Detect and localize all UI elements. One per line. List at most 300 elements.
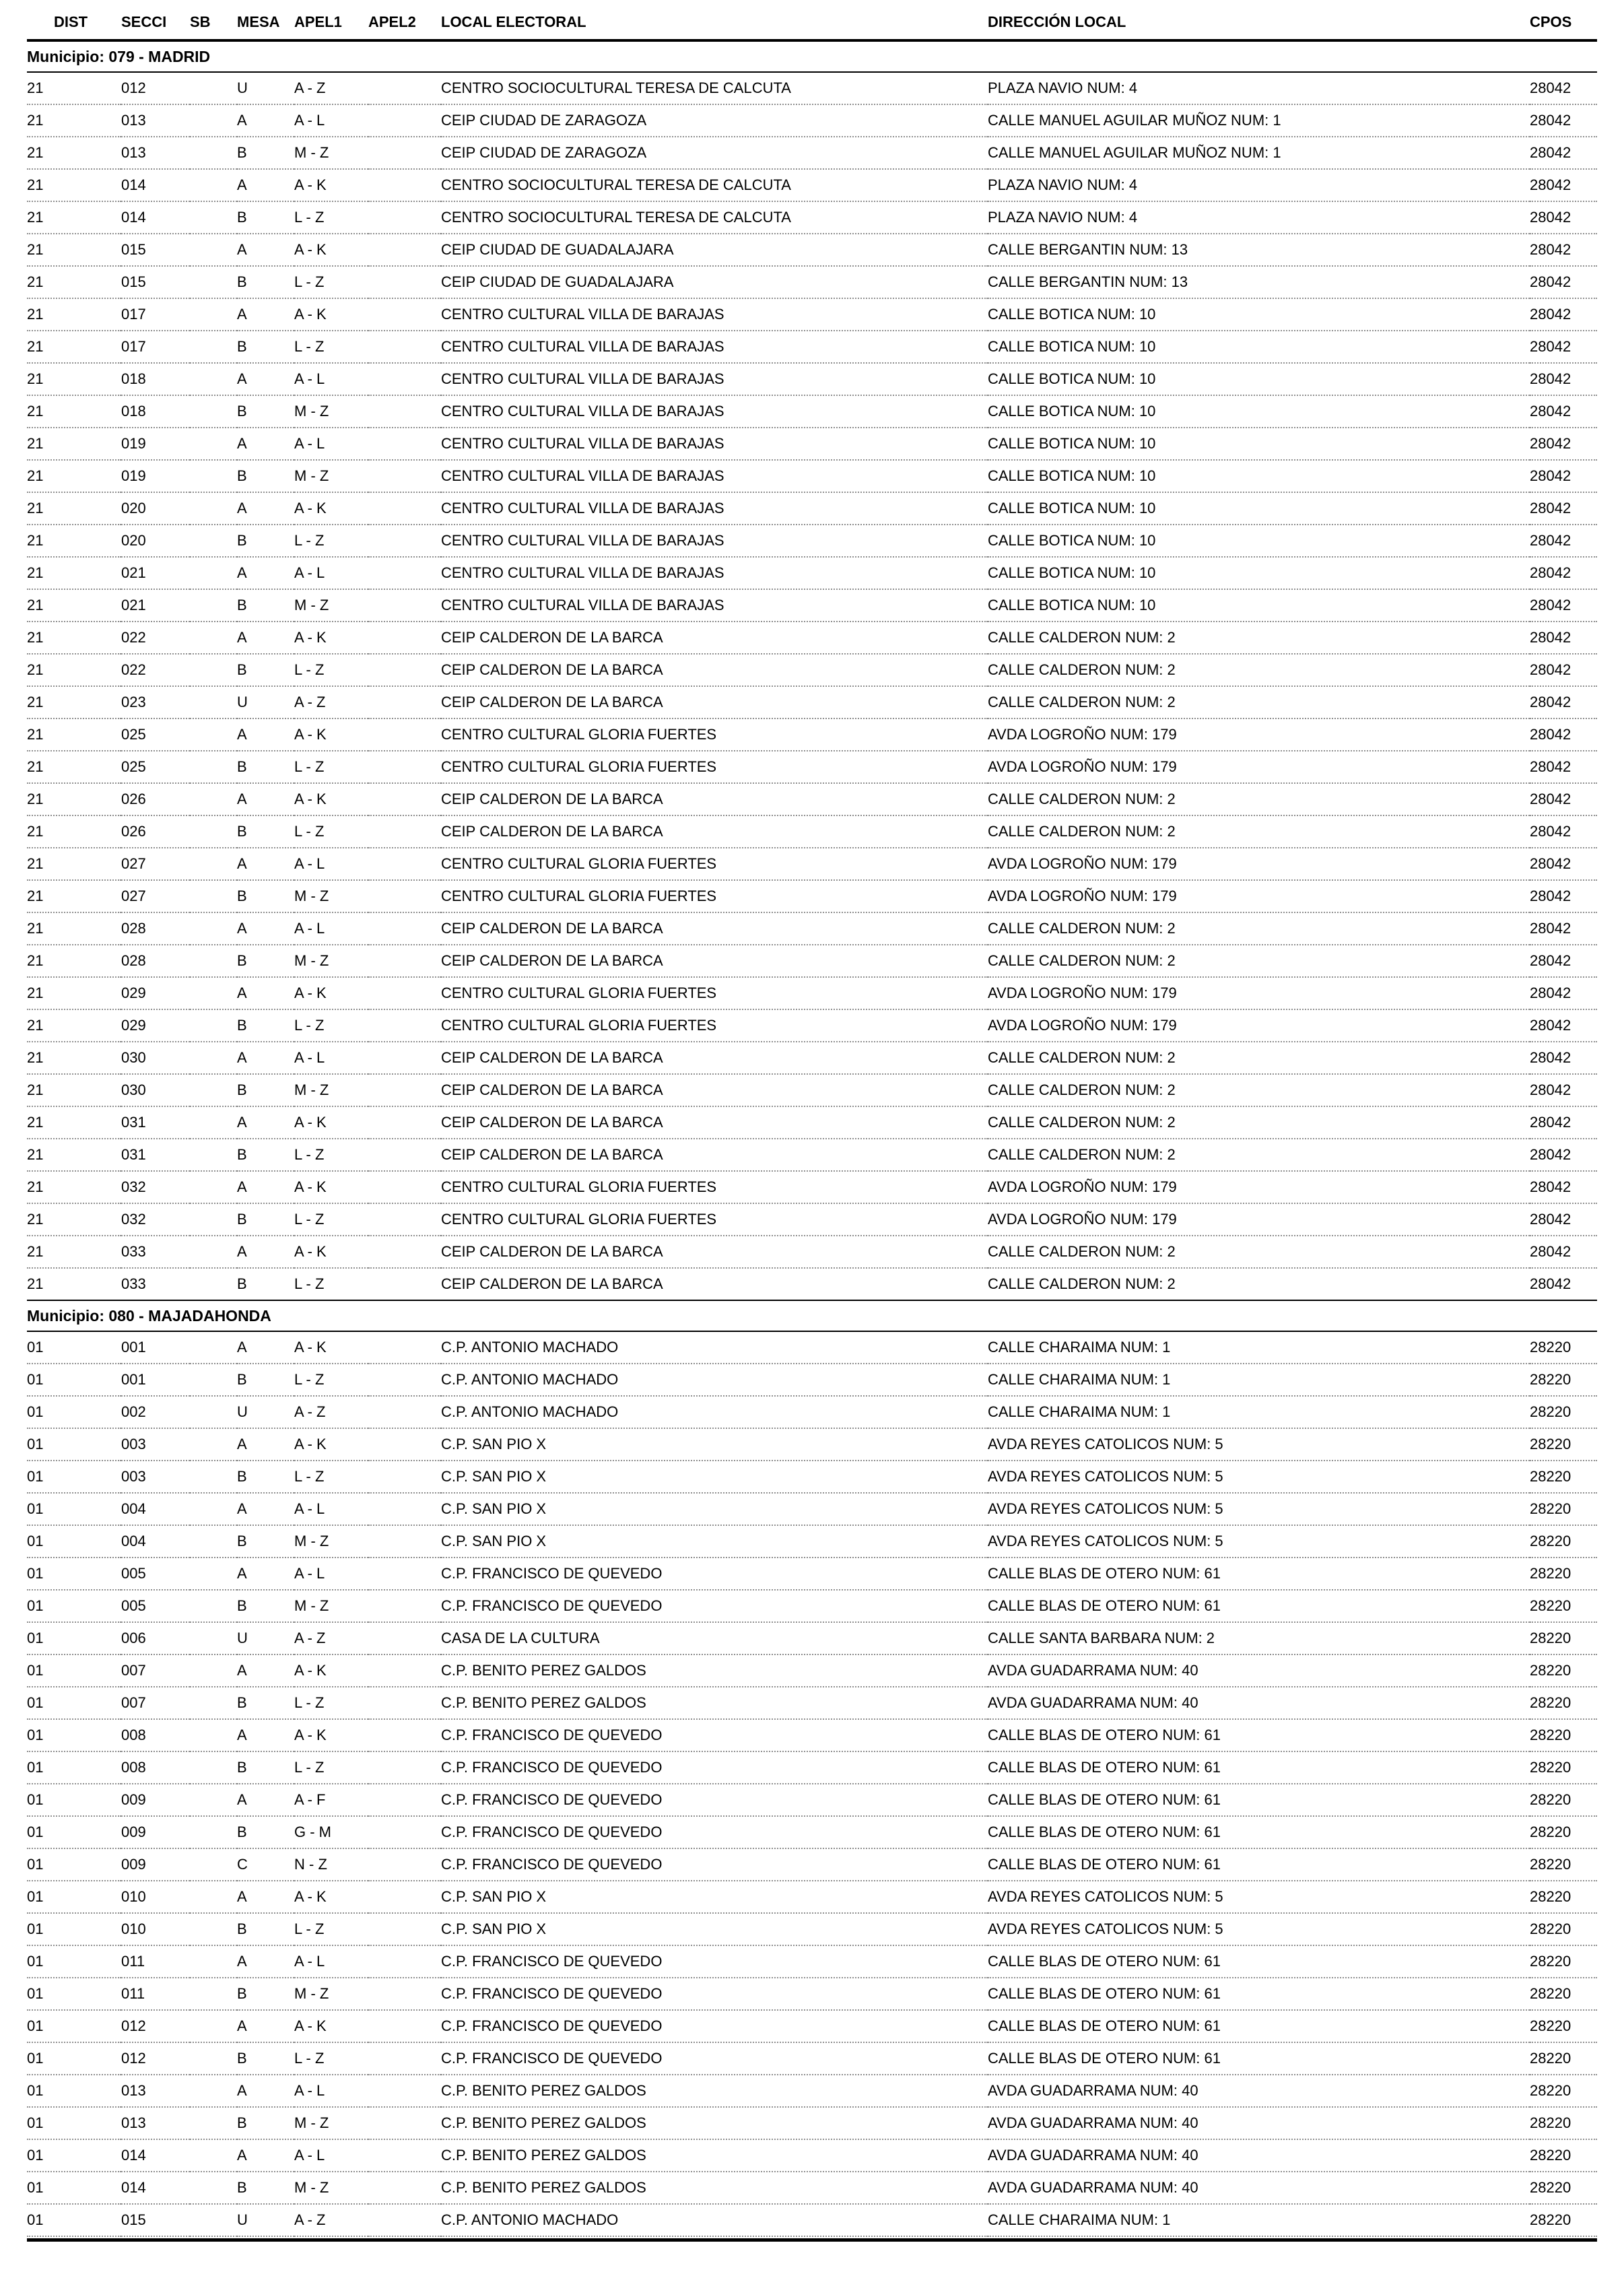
cell-dist: 01 <box>27 1920 44 1937</box>
cell-local-electoral: C.P. SAN PIO X <box>441 1468 547 1485</box>
cell-sb <box>190 945 237 977</box>
cell-cpos: 28220 <box>1530 1856 1571 1873</box>
cell-secci: 026 <box>121 791 146 807</box>
cell-dist: 01 <box>27 2211 44 2228</box>
table-row <box>27 912 1597 945</box>
cell-mesa: A <box>237 1953 247 1970</box>
cell-direccion-local: AVDA LOGROÑO NUM: 179 <box>988 1178 1177 1195</box>
cell-cpos: 28042 <box>1530 209 1571 226</box>
cell-apel-range: M - Z <box>294 1081 329 1098</box>
cell-direccion-local: AVDA REYES CATOLICOS NUM: 5 <box>988 1533 1223 1549</box>
cell-direccion-local: AVDA REYES CATOLICOS NUM: 5 <box>988 1436 1223 1452</box>
cell-direccion-local: CALLE CHARAIMA NUM: 1 <box>988 2211 1171 2228</box>
cell-sb <box>190 1203 237 1236</box>
electoral-locals-table <box>27 9 1597 2237</box>
cell-local-electoral: CEIP CALDERON DE LA BARCA <box>441 1114 663 1131</box>
cell-secci: 029 <box>121 984 146 1001</box>
cell-apel-range: A - Z <box>294 2211 326 2228</box>
cell-dist: 21 <box>27 1017 44 1034</box>
cell-local-electoral: C.P. BENITO PEREZ GALDOS <box>441 2114 646 2131</box>
table-row <box>27 266 1597 298</box>
table-row <box>27 1687 1597 1719</box>
cell-mesa: B <box>237 1823 247 1840</box>
cell-secci: 028 <box>121 920 146 937</box>
table-row <box>27 1558 1597 1590</box>
cell-mesa: B <box>237 758 247 775</box>
cell-dist: 01 <box>27 1791 44 1808</box>
cell-apel-range: A - Z <box>294 79 326 96</box>
cell-apel-range: A - K <box>294 791 327 807</box>
cell-secci: 025 <box>121 726 146 743</box>
cell-sb <box>190 1074 237 1106</box>
cell-direccion-local: AVDA REYES CATOLICOS NUM: 5 <box>988 1920 1223 1937</box>
cell-apel-range: A - K <box>294 1436 327 1452</box>
table-row <box>27 1945 1597 1978</box>
cell-sb <box>190 977 237 1009</box>
cell-direccion-local: AVDA LOGROÑO NUM: 179 <box>988 1211 1177 1228</box>
cell-sb <box>190 815 237 848</box>
cell-sb <box>190 1751 237 1784</box>
cell-sb <box>190 2075 237 2107</box>
table-row <box>27 2204 1597 2236</box>
bottom-rule <box>27 2238 1597 2242</box>
table-row <box>27 1236 1597 1268</box>
cell-direccion-local: AVDA LOGROÑO NUM: 179 <box>988 984 1177 1001</box>
cell-direccion-local: CALLE BLAS DE OTERO NUM: 61 <box>988 1823 1221 1840</box>
cell-sb <box>190 1590 237 1622</box>
col-header-cpos: CPOS <box>1530 13 1572 30</box>
cell-apel-range: A - K <box>294 1727 327 1743</box>
cell-mesa: A <box>237 855 247 872</box>
cell-secci: 030 <box>121 1081 146 1098</box>
cell-secci: 005 <box>121 1597 146 1614</box>
cell-cpos: 28220 <box>1530 1533 1571 1549</box>
cell-cpos: 28220 <box>1530 2017 1571 2034</box>
cell-mesa: A <box>237 1888 247 1905</box>
cell-direccion-local: AVDA LOGROÑO NUM: 179 <box>988 855 1177 872</box>
cell-cpos: 28220 <box>1530 1985 1571 2002</box>
cell-cpos: 28042 <box>1530 1146 1571 1163</box>
cell-mesa: B <box>237 532 247 549</box>
cell-apel-range: L - Z <box>294 2050 325 2067</box>
cell-local-electoral: C.P. BENITO PEREZ GALDOS <box>441 1694 646 1711</box>
cell-sb <box>190 1236 237 1268</box>
cell-dist: 01 <box>27 1662 44 1679</box>
cell-dist: 21 <box>27 467 44 484</box>
table-row <box>27 428 1597 460</box>
cell-dist: 01 <box>27 2082 44 2099</box>
cell-mesa: B <box>237 1759 247 1776</box>
cell-cpos: 28042 <box>1530 629 1571 646</box>
cell-secci: 013 <box>121 2082 146 2099</box>
cell-apel-range: A - K <box>294 176 327 193</box>
cell-dist: 21 <box>27 855 44 872</box>
cell-mesa: A <box>237 1727 247 1743</box>
cell-secci: 027 <box>121 855 146 872</box>
table-row <box>27 1461 1597 1493</box>
cell-cpos: 28042 <box>1530 338 1571 355</box>
cell-sb <box>190 1654 237 1687</box>
table-row <box>27 2075 1597 2107</box>
cell-local-electoral: CENTRO CULTURAL VILLA DE BARAJAS <box>441 532 724 549</box>
cell-apel-range: M - Z <box>294 888 329 904</box>
cell-mesa: A <box>237 726 247 743</box>
cell-direccion-local: CALLE CHARAIMA NUM: 1 <box>988 1371 1171 1388</box>
table-row <box>27 234 1597 266</box>
table-row <box>27 1816 1597 1848</box>
cell-direccion-local: CALLE CALDERON NUM: 2 <box>988 1146 1176 1163</box>
cell-secci: 014 <box>121 209 146 226</box>
cell-apel-range: L - Z <box>294 823 325 840</box>
table-row <box>27 945 1597 977</box>
cell-direccion-local: CALLE CALDERON NUM: 2 <box>988 1243 1176 1260</box>
cell-secci: 021 <box>121 597 146 613</box>
cell-sb <box>190 201 237 234</box>
cell-apel-range: L - Z <box>294 1468 325 1485</box>
cell-dist: 01 <box>27 1533 44 1549</box>
cell-apel-range: M - Z <box>294 144 329 161</box>
cell-dist: 21 <box>27 209 44 226</box>
cell-sb <box>190 298 237 331</box>
cell-sb <box>190 1139 237 1171</box>
cell-apel-range: A - K <box>294 1339 327 1355</box>
cell-cpos: 28042 <box>1530 176 1571 193</box>
cell-secci: 009 <box>121 1823 146 1840</box>
cell-mesa: A <box>237 306 247 323</box>
cell-cpos: 28220 <box>1530 1953 1571 1970</box>
cell-apel-range: L - Z <box>294 1017 325 1034</box>
cell-local-electoral: CENTRO CULTURAL VILLA DE BARAJAS <box>441 500 724 516</box>
cell-secci: 013 <box>121 112 146 129</box>
cell-cpos: 28220 <box>1530 2114 1571 2131</box>
cell-local-electoral: C.P. FRANCISCO DE QUEVEDO <box>441 1953 663 1970</box>
cell-secci: 025 <box>121 758 146 775</box>
cell-local-electoral: CENTRO SOCIOCULTURAL TERESA DE CALCUTA <box>441 209 791 226</box>
cell-cpos: 28220 <box>1530 1371 1571 1388</box>
cell-sb <box>190 2172 237 2204</box>
cell-secci: 013 <box>121 144 146 161</box>
cell-apel-range: A - K <box>294 1178 327 1195</box>
cell-cpos: 28042 <box>1530 403 1571 420</box>
cell-sb <box>190 1978 237 2010</box>
cell-sb <box>190 1268 237 1300</box>
cell-dist: 21 <box>27 952 44 969</box>
cell-cpos: 28042 <box>1530 435 1571 452</box>
table-row <box>27 363 1597 395</box>
cell-sb <box>190 428 237 460</box>
cell-cpos: 28042 <box>1530 1114 1571 1131</box>
cell-sb <box>190 331 237 363</box>
table-row <box>27 2010 1597 2042</box>
table-row <box>27 1590 1597 1622</box>
table-row <box>27 72 1597 104</box>
cell-local-electoral: C.P. FRANCISCO DE QUEVEDO <box>441 1791 663 1808</box>
cell-apel-range: A - L <box>294 1953 325 1970</box>
cell-mesa: A <box>237 1114 247 1131</box>
cell-apel-range: A - L <box>294 2147 325 2164</box>
cell-sb <box>190 169 237 201</box>
cell-sb <box>190 234 237 266</box>
cell-mesa: A <box>237 435 247 452</box>
cell-sb <box>190 848 237 880</box>
cell-direccion-local: CALLE CALDERON NUM: 2 <box>988 920 1176 937</box>
cell-cpos: 28042 <box>1530 306 1571 323</box>
cell-cpos: 28042 <box>1530 1049 1571 1066</box>
cell-local-electoral: CEIP CALDERON DE LA BARCA <box>441 694 663 710</box>
table-row <box>27 1751 1597 1784</box>
cell-secci: 013 <box>121 2114 146 2131</box>
cell-mesa: C <box>237 1856 248 1873</box>
table-row <box>27 880 1597 912</box>
table-row <box>27 2172 1597 2204</box>
cell-secci: 018 <box>121 403 146 420</box>
cell-apel-range: A - L <box>294 1049 325 1066</box>
cell-cpos: 28042 <box>1530 1243 1571 1260</box>
cell-secci: 004 <box>121 1533 146 1549</box>
cell-local-electoral: C.P. FRANCISCO DE QUEVEDO <box>441 1985 663 2002</box>
cell-dist: 21 <box>27 532 44 549</box>
cell-local-electoral: C.P. SAN PIO X <box>441 1920 547 1937</box>
cell-sb <box>190 718 237 751</box>
cell-secci: 011 <box>121 1953 145 1970</box>
cell-cpos: 28220 <box>1530 1436 1571 1452</box>
table-row <box>27 1493 1597 1525</box>
cell-sb <box>190 1106 237 1139</box>
cell-secci: 002 <box>121 1403 146 1420</box>
table-row <box>27 848 1597 880</box>
cell-mesa: B <box>237 1017 247 1034</box>
cell-secci: 007 <box>121 1694 146 1711</box>
cell-mesa: A <box>237 176 247 193</box>
cell-mesa: B <box>237 144 247 161</box>
cell-dist: 21 <box>27 370 44 387</box>
cell-direccion-local: PLAZA NAVIO NUM: 4 <box>988 176 1138 193</box>
cell-direccion-local: CALLE CHARAIMA NUM: 1 <box>988 1403 1171 1420</box>
cell-secci: 012 <box>121 2017 146 2034</box>
cell-secci: 021 <box>121 564 146 581</box>
cell-local-electoral: CENTRO CULTURAL GLORIA FUERTES <box>441 1178 717 1195</box>
cell-local-electoral: CENTRO SOCIOCULTURAL TERESA DE CALCUTA <box>441 79 791 96</box>
cell-secci: 018 <box>121 370 146 387</box>
cell-sb <box>190 72 237 104</box>
cell-sb <box>190 1042 237 1074</box>
cell-sb <box>190 2010 237 2042</box>
cell-cpos: 28042 <box>1530 241 1571 258</box>
cell-dist: 21 <box>27 306 44 323</box>
cell-dist: 21 <box>27 1178 44 1195</box>
cell-secci: 003 <box>121 1468 146 1485</box>
cell-secci: 010 <box>121 1888 146 1905</box>
cell-secci: 014 <box>121 176 146 193</box>
cell-dist: 21 <box>27 112 44 129</box>
cell-mesa: U <box>237 694 248 710</box>
cell-secci: 022 <box>121 661 146 678</box>
cell-apel-range: L - Z <box>294 661 325 678</box>
cell-secci: 032 <box>121 1178 146 1195</box>
cell-apel-range: M - Z <box>294 952 329 969</box>
col-header-mesa: MESA <box>237 13 280 30</box>
cell-local-electoral: CEIP CIUDAD DE ZARAGOZA <box>441 112 647 129</box>
cell-secci: 033 <box>121 1243 146 1260</box>
cell-mesa: B <box>237 823 247 840</box>
cell-cpos: 28042 <box>1530 984 1571 1001</box>
cell-direccion-local: AVDA GUADARRAMA NUM: 40 <box>988 2082 1198 2099</box>
cell-direccion-local: CALLE BLAS DE OTERO NUM: 61 <box>988 1565 1221 1582</box>
table-row <box>27 2107 1597 2139</box>
cell-dist: 01 <box>27 1856 44 1873</box>
cell-dist: 01 <box>27 1371 44 1388</box>
cell-direccion-local: CALLE CALDERON NUM: 2 <box>988 1275 1176 1292</box>
cell-apel-range: A - Z <box>294 1630 326 1646</box>
cell-secci: 019 <box>121 435 146 452</box>
cell-dist: 01 <box>27 1823 44 1840</box>
cell-dist: 21 <box>27 1114 44 1131</box>
cell-sb <box>190 912 237 945</box>
cell-local-electoral: CENTRO CULTURAL GLORIA FUERTES <box>441 984 717 1001</box>
cell-sb <box>190 1428 237 1461</box>
cell-mesa: A <box>237 1243 247 1260</box>
cell-mesa: A <box>237 241 247 258</box>
cell-apel-range: L - Z <box>294 209 325 226</box>
cell-dist: 21 <box>27 79 44 96</box>
cell-secci: 030 <box>121 1049 146 1066</box>
table-row <box>27 815 1597 848</box>
municipio-row <box>27 40 1597 72</box>
table-row <box>27 331 1597 363</box>
cell-mesa: B <box>237 1694 247 1711</box>
cell-local-electoral: CENTRO CULTURAL GLORIA FUERTES <box>441 1211 717 1228</box>
header-row <box>27 9 1597 40</box>
cell-direccion-local: CALLE CALDERON NUM: 2 <box>988 952 1176 969</box>
table-row <box>27 718 1597 751</box>
cell-direccion-local: CALLE BLAS DE OTERO NUM: 61 <box>988 1985 1221 2002</box>
cell-dist: 01 <box>27 2147 44 2164</box>
table-row <box>27 1719 1597 1751</box>
cell-cpos: 28042 <box>1530 1178 1571 1195</box>
cell-local-electoral: CEIP CALDERON DE LA BARCA <box>441 791 663 807</box>
col-header-apel1: APEL1 <box>294 13 342 30</box>
table-row <box>27 395 1597 428</box>
cell-direccion-local: CALLE BOTICA NUM: 10 <box>988 564 1156 581</box>
cell-mesa: B <box>237 952 247 969</box>
cell-sb <box>190 1719 237 1751</box>
cell-dist: 01 <box>27 1727 44 1743</box>
cell-cpos: 28042 <box>1530 726 1571 743</box>
cell-dist: 01 <box>27 1985 44 2002</box>
table-row <box>27 1268 1597 1300</box>
cell-local-electoral: C.P. BENITO PEREZ GALDOS <box>441 1662 646 1679</box>
cell-apel-range: A - Z <box>294 694 326 710</box>
cell-direccion-local: CALLE BLAS DE OTERO NUM: 61 <box>988 1759 1221 1776</box>
cell-local-electoral: C.P. BENITO PEREZ GALDOS <box>441 2179 646 2196</box>
cell-apel-range: L - Z <box>294 1211 325 1228</box>
table-row <box>27 137 1597 169</box>
cell-apel-range: L - Z <box>294 1371 325 1388</box>
cell-direccion-local: CALLE BLAS DE OTERO NUM: 61 <box>988 2017 1221 2034</box>
cell-cpos: 28220 <box>1530 1694 1571 1711</box>
cell-cpos: 28220 <box>1530 1727 1571 1743</box>
cell-cpos: 28220 <box>1530 1630 1571 1646</box>
cell-sb <box>190 395 237 428</box>
cell-cpos: 28220 <box>1530 1403 1571 1420</box>
cell-local-electoral: CENTRO CULTURAL GLORIA FUERTES <box>441 726 717 743</box>
cell-secci: 012 <box>121 2050 146 2067</box>
cell-cpos: 28042 <box>1530 112 1571 129</box>
cell-apel-range: N - Z <box>294 1856 327 1873</box>
cell-direccion-local: AVDA GUADARRAMA NUM: 40 <box>988 2179 1198 2196</box>
cell-sb <box>190 654 237 686</box>
municipio-title: Municipio: 080 - MAJADAHONDA <box>27 1307 271 1325</box>
cell-mesa: B <box>237 1533 247 1549</box>
table-row <box>27 492 1597 525</box>
cell-secci: 009 <box>121 1856 146 1873</box>
cell-mesa: A <box>237 1339 247 1355</box>
cell-apel-range: A - K <box>294 984 327 1001</box>
table-row <box>27 525 1597 557</box>
cell-cpos: 28220 <box>1530 2050 1571 2067</box>
cell-sb <box>190 622 237 654</box>
cell-dist: 21 <box>27 629 44 646</box>
cell-cpos: 28220 <box>1530 1597 1571 1614</box>
table-row <box>27 1978 1597 2010</box>
cell-local-electoral: C.P. BENITO PEREZ GALDOS <box>441 2082 646 2099</box>
table-row <box>27 104 1597 137</box>
cell-direccion-local: AVDA GUADARRAMA NUM: 40 <box>988 1662 1198 1679</box>
cell-cpos: 28042 <box>1530 532 1571 549</box>
cell-secci: 003 <box>121 1436 146 1452</box>
cell-secci: 028 <box>121 952 146 969</box>
cell-cpos: 28042 <box>1530 855 1571 872</box>
cell-cpos: 28042 <box>1530 661 1571 678</box>
cell-mesa: A <box>237 1662 247 1679</box>
cell-local-electoral: CENTRO CULTURAL VILLA DE BARAJAS <box>441 370 724 387</box>
cell-cpos: 28042 <box>1530 500 1571 516</box>
cell-cpos: 28042 <box>1530 79 1571 96</box>
cell-apel-range: A - K <box>294 241 327 258</box>
cell-secci: 020 <box>121 500 146 516</box>
table-row <box>27 1203 1597 1236</box>
cell-apel-range: A - K <box>294 1114 327 1131</box>
table-row <box>27 1848 1597 1881</box>
cell-dist: 01 <box>27 1597 44 1614</box>
table-row <box>27 1396 1597 1428</box>
cell-dist: 21 <box>27 984 44 1001</box>
table-row <box>27 589 1597 622</box>
cell-cpos: 28220 <box>1530 1920 1571 1937</box>
cell-dist: 21 <box>27 403 44 420</box>
cell-apel-range: A - L <box>294 112 325 129</box>
table-row <box>27 1784 1597 1816</box>
cell-local-electoral: CENTRO CULTURAL VILLA DE BARAJAS <box>441 403 724 420</box>
cell-cpos: 28042 <box>1530 370 1571 387</box>
cell-secci: 014 <box>121 2179 146 2196</box>
cell-cpos: 28042 <box>1530 1017 1571 1034</box>
cell-mesa: A <box>237 1178 247 1195</box>
cell-direccion-local: AVDA GUADARRAMA NUM: 40 <box>988 1694 1198 1711</box>
cell-secci: 001 <box>121 1371 146 1388</box>
cell-sb <box>190 1816 237 1848</box>
col-header-sb: SB <box>190 13 211 30</box>
cell-sb <box>190 2042 237 2075</box>
cell-sb <box>190 589 237 622</box>
table-row <box>27 751 1597 783</box>
cell-direccion-local: AVDA LOGROÑO NUM: 179 <box>988 1017 1177 1034</box>
cell-sb <box>190 1945 237 1978</box>
cell-local-electoral: CEIP CALDERON DE LA BARCA <box>441 952 663 969</box>
table-row <box>27 1622 1597 1654</box>
cell-secci: 008 <box>121 1727 146 1743</box>
cell-apel-range: A - L <box>294 920 325 937</box>
